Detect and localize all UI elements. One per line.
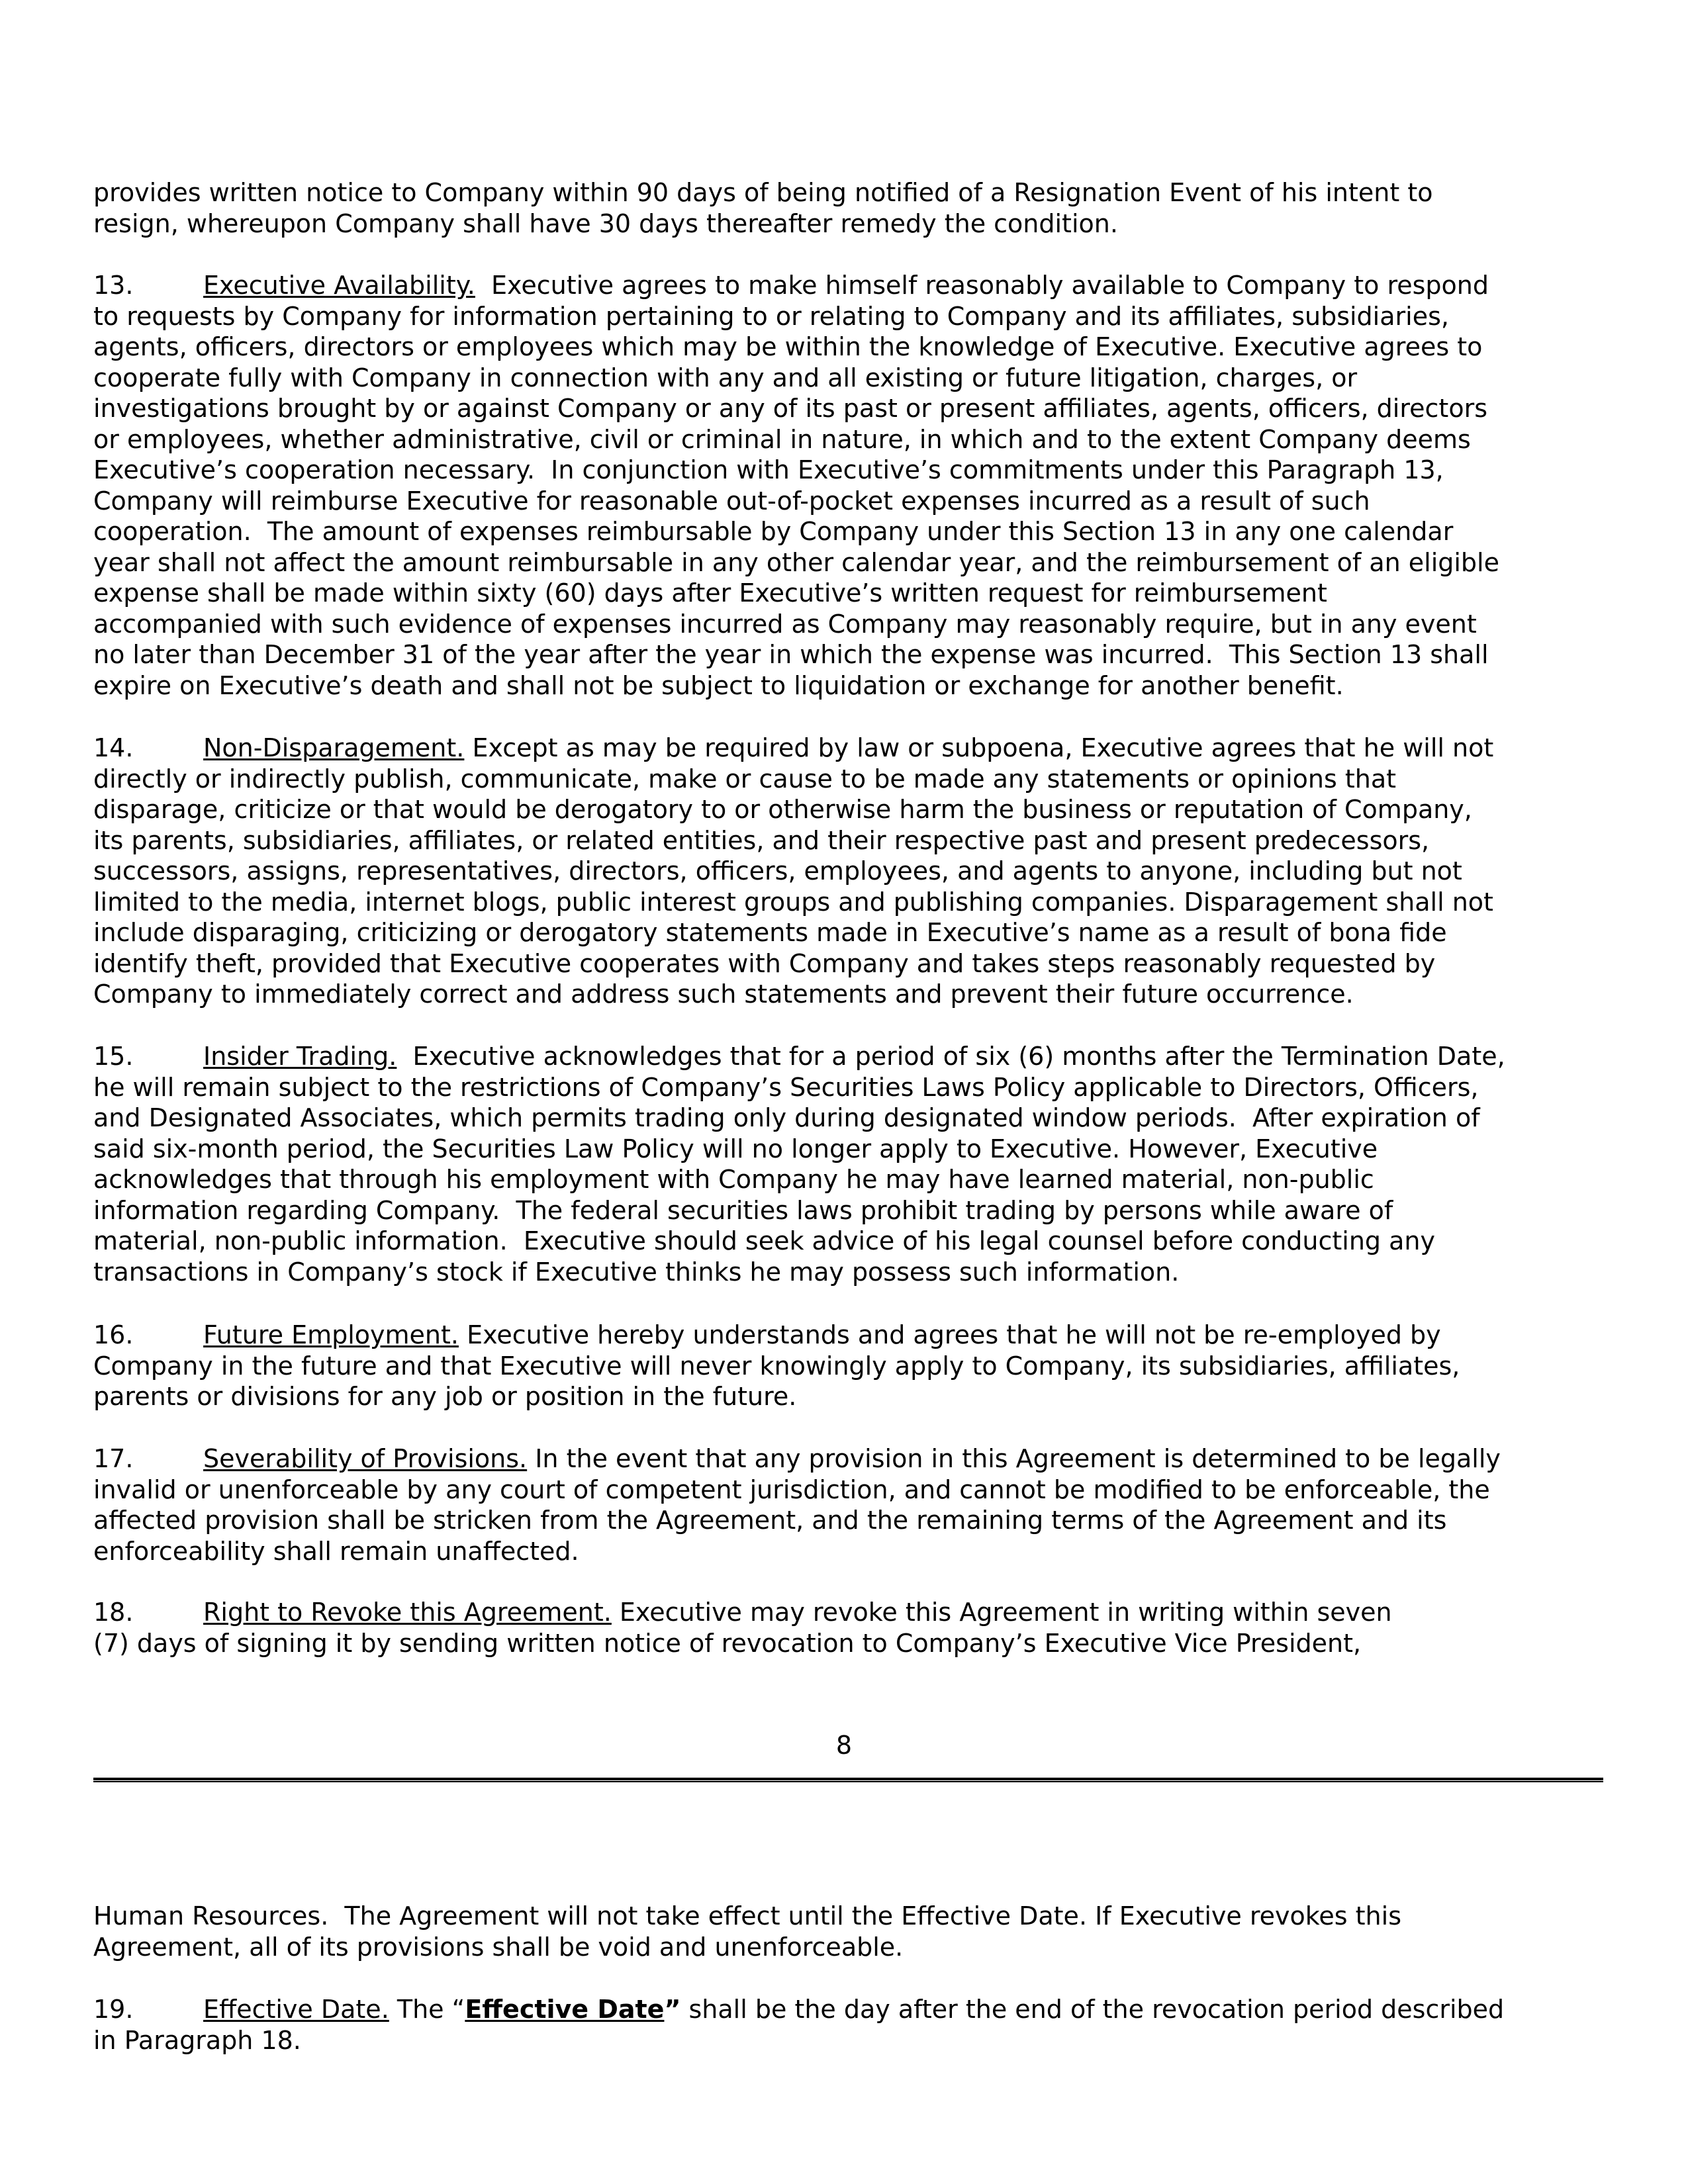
section-15-first-line [93, 1041, 1603, 1072]
section-number: 14. [93, 733, 134, 762]
text-line: he will remain subject to the restrictions of Company’s Securities Laws Policy applicable to Directors, Officers, [93, 1072, 1479, 1102]
next-page-continuation [93, 1901, 1603, 1962]
text-line: Company in the future and that Executive will never knowingly apply to Company, its subsidiaries, affiliates, [93, 1351, 1460, 1381]
text-line: no later than December 31 of the year after the year in which the expense was incurred. This Section 13 shall [93, 640, 1489, 669]
section-number: 13. [93, 271, 134, 300]
close-quote: ” [664, 1995, 681, 2024]
section-13 [93, 270, 1603, 701]
text-line: expense shall be made within sixty (60) days after Executive’s written request for reimbursement [93, 578, 1327, 608]
text-line: to requests by Company for information pertaining to or relating to Company and its affiliates, subsidiaries, [93, 301, 1449, 331]
section-text: Executive hereby understands and agrees that he will not be re-employed by [459, 1320, 1441, 1349]
text-line: resign, whereupon Company shall have 30 days thereafter remedy the condition. [93, 208, 1118, 238]
section-17 [93, 1443, 1603, 1567]
page-break-rule [93, 1778, 1603, 1782]
text-line: expire on Executive’s death and shall not be subject to liquidation or exchange for another benefit. [93, 670, 1344, 700]
text-line: acknowledges that through his employment with Company he may have learned material, non-public [93, 1165, 1374, 1194]
text-line: identify theft, provided that Executive cooperates with Company and takes steps reasonably requested by [93, 948, 1436, 978]
text-line: affected provision shall be stricken from the Agreement, and the remaining terms of the Agreement and its [93, 1506, 1447, 1535]
section-text: Executive agrees to make himself reasonably available to Company to respond [475, 271, 1489, 300]
section-17-first-line [93, 1443, 1603, 1475]
text-line: year shall not affect the amount reimbursable in any other calendar year, and the reimbursement of an eligible [93, 547, 1499, 577]
text-line: investigations brought by or against Company or any of its past or present affiliates, agents, officers, directors [93, 394, 1487, 423]
text-line: Agreement, all of its provisions shall be void and unenforceable. [93, 1932, 904, 1962]
section-13-first-line [93, 270, 1603, 301]
section-16 [93, 1320, 1603, 1412]
text-line: Human Resources. The Agreement will not take effect until the Effective Date. If Executive revokes this [93, 1901, 1401, 1931]
section-heading: Right to Revoke this Agreement. [203, 1598, 612, 1627]
text-line: Company to immediately correct and address such statements and prevent their future occurrence. [93, 979, 1354, 1009]
section-15 [93, 1041, 1603, 1287]
text-line: agents, officers, directors or employees which may be within the knowledge of Executive. Executive agrees to [93, 332, 1483, 361]
section-text: Executive may revoke this Agreement in writing within seven [611, 1598, 1392, 1627]
text-line: include disparaging, criticizing or derogatory statements made in Executive’s name as a result of bona fide [93, 918, 1447, 947]
section-number: 15. [93, 1042, 134, 1071]
text-line: Executive’s cooperation necessary. In conjunction with Executive’s commitments under this Paragraph 13, [93, 455, 1444, 484]
text-line: limited to the media, internet blogs, public interest groups and publishing companies. Disparagement shall not [93, 887, 1493, 917]
section-14-first-line [93, 733, 1603, 764]
text-line: parents or divisions for any job or position in the future. [93, 1382, 797, 1411]
section-heading: Severability of Provisions. [203, 1444, 528, 1473]
text-line: invalid or unenforceable by any court of competent jurisdiction, and cannot be modified to be enforceable, the [93, 1475, 1490, 1504]
section-heading: Insider Trading. [203, 1042, 397, 1071]
text-line: cooperate fully with Company in connection with any and all existing or future litigation, charges, or [93, 363, 1358, 392]
section-19 [93, 1994, 1603, 2056]
text-line: in Paragraph 18. [93, 2025, 301, 2055]
section-text: The “ [389, 1995, 465, 2024]
section-heading: Non-Disparagement. [203, 733, 465, 762]
continuation-paragraph [93, 177, 1603, 239]
section-heading: Future Employment. [203, 1320, 459, 1349]
section-text: Except as may be required by law or subpoena, Executive agrees that he will not [464, 733, 1494, 762]
text-line: and Designated Associates, which permits trading only during designated window periods. After expiration of [93, 1103, 1480, 1132]
section-18 [93, 1597, 1603, 1659]
text-line: said six-month period, the Securities Law Policy will no longer apply to Executive. However, Executive [93, 1134, 1378, 1163]
text-line: directly or indirectly publish, communicate, make or cause to be made any statements or opinions that [93, 764, 1397, 794]
text-line: its parents, subsidiaries, affiliates, or related entities, and their respective past and present predecessors, [93, 825, 1430, 855]
text-line: cooperation. The amount of expenses reimbursable by Company under this Section 13 in any one calendar [93, 517, 1454, 546]
section-number: 18. [93, 1598, 134, 1627]
text-line: material, non-public information. Executive should seek advice of his legal counsel before conducting any [93, 1226, 1435, 1255]
section-19-first-line [93, 1994, 1603, 2025]
text-line: accompanied with such evidence of expenses incurred as Company may reasonably require, but in any event [93, 609, 1477, 639]
text-line: enforceability shall remain unaffected. [93, 1536, 579, 1566]
text-line: or employees, whether administrative, civil or criminal in nature, in which and to the extent Company deems [93, 424, 1471, 454]
defined-term: Effective Date [465, 1995, 665, 2024]
page-number: 8 [835, 1731, 853, 1760]
section-number: 17. [93, 1444, 134, 1473]
section-16-first-line [93, 1320, 1603, 1351]
text-line: information regarding Company. The federal securities laws prohibit trading by persons while aware of [93, 1195, 1393, 1225]
text-line: Company will reimburse Executive for reasonable out-of-pocket expenses incurred as a result of such [93, 486, 1370, 516]
text-line: disparage, criticize or that would be derogatory to or otherwise harm the business or reputation of Company, [93, 795, 1472, 824]
section-text: Executive acknowledges that for a period of six (6) months after the Termination Date, [397, 1042, 1505, 1071]
section-text: In the event that any provision in this Agreement is determined to be legally [527, 1444, 1501, 1473]
text-line: (7) days of signing it by sending written notice of revocation to Company’s Executive Vice President, [93, 1628, 1362, 1658]
text-line: successors, assigns, representatives, directors, officers, employees, and agents to anyone, including but not [93, 856, 1462, 886]
section-14 [93, 733, 1603, 1010]
section-18-first-line [93, 1597, 1603, 1628]
section-heading: Effective Date. [203, 1995, 389, 2024]
text-line: transactions in Company’s stock if Executive thinks he may possess such information. [93, 1257, 1180, 1287]
section-number: 16. [93, 1320, 134, 1349]
text-line: provides written notice to Company within 90 days of being notified of a Resignation Event of his intent to [93, 178, 1433, 207]
section-text: shall be the day after the end of the revocation period described [680, 1995, 1505, 2024]
section-heading: Executive Availability. [203, 271, 475, 300]
section-number: 19. [93, 1995, 134, 2024]
